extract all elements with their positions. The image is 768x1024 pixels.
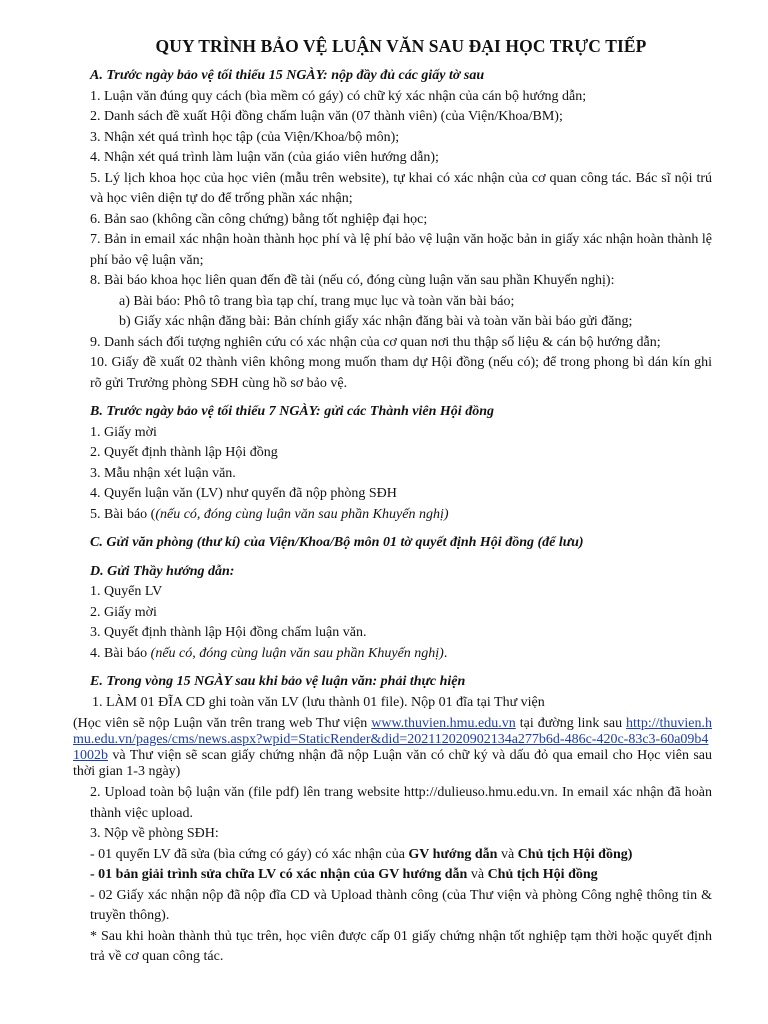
item-emphasis: Chủ tịch Hội đồng) <box>517 846 633 862</box>
list-item <box>90 505 712 526</box>
list-item: 2. Upload toàn bộ luận văn (file pdf) lên trang website http://dulieuso.hmu.edu.vn. In email xác nhận đã hoàn thành việc upload. <box>90 785 712 821</box>
sub-list-item <box>90 845 712 866</box>
list-item: 2. Giấy mời <box>90 604 157 620</box>
item-text: và <box>497 846 518 862</box>
library-website-link[interactable]: www.thuvien.hmu.edu.vn <box>371 716 516 731</box>
document-page <box>73 36 712 968</box>
item-note: (nếu có, đóng cùng luận văn sau phần Khuyến nghị) <box>150 645 444 661</box>
section-c-heading: C. Gửi văn phòng (thư kí) của Viện/Khoa/Bộ môn 01 tờ quyết định Hội đồng (để lưu) <box>90 535 584 550</box>
list-item: 1. Quyển LV <box>90 584 163 599</box>
list-item: 1. Luận văn đúng quy cách (bìa mềm có gáy) có chữ ký xác nhận của cán bộ hướng dẫn; <box>90 88 587 104</box>
list-item: 5. Lý lịch khoa học của học viên (mẫu trên website), tự khai có xác nhận của cơ quan công tác. Bác sĩ nội trú và học viên diện tự do để trống phần xác nhận; <box>90 170 712 206</box>
library-upload-link[interactable]: http://thuvien.hmu.edu.vn/pages/cms/news.aspx?wpid=StaticRender&did=202112020902134a277b6d-486c-420c-83c3-60a09b41002b <box>73 716 712 763</box>
section-d-heading: D. Gửi Thầy hướng dẫn: <box>90 563 235 579</box>
note-text: và Thư viện sẽ scan giấy chứng nhận đã nộp Luận văn có chữ ký và dấu đỏ qua email cho Học viên sau thời gian 1-3 ngày) <box>73 748 712 779</box>
list-item: 10. Giấy đề xuất 02 thành viên không mong muốn tham dự Hội đồng (nếu có); để trong phong bì dán kín ghi rõ gửi Trưởng phòng SĐH cùng hồ sơ bảo vệ. <box>90 355 712 391</box>
sub-list-item: a) Bài báo: Phô tô trang bìa tạp chí, trang mục lục và toàn văn bài báo; <box>119 293 515 309</box>
final-note: * Sau khi hoàn thành thủ tục trên, học viên được cấp 01 giấy chứng nhận tốt nghiệp tạm thời hoặc quyết định trả về cơ quan công tác. <box>90 928 712 964</box>
page-title: QUY TRÌNH BẢO VỆ LUẬN VĂN SAU ĐẠI HỌC TRỰC TIẾP <box>155 36 647 56</box>
list-item: 1. LÀM 01 ĐĨA CD ghi toàn văn LV (lưu thành 01 file). Nộp 01 đĩa tại Thư viện <box>92 694 545 710</box>
list-item: 3. Quyết định thành lập Hội đồng chấm luận văn. <box>90 625 367 640</box>
section-a-heading: A. Trước ngày bảo vệ tối thiểu 15 NGÀY: nộp đầy đủ các giấy tờ sau <box>90 68 485 83</box>
item-emphasis: - 01 bản giải trình sửa chữa LV có xác nhận của GV hướng dẫn <box>90 867 468 882</box>
section-e-heading: E. Trong vòng 15 NGÀY sau khi bảo vệ luận văn: phải thực hiện <box>90 674 466 689</box>
item-emphasis: GV hướng dẫn <box>408 846 498 862</box>
list-item: 7. Bản in email xác nhận hoàn thành học phí và lệ phí bảo vệ luận văn hoặc bản in giấy xác nhận hoàn thành lệ phí bảo vệ luận văn; <box>90 232 712 268</box>
list-item: 8. Bài báo khoa học liên quan đến đề tài (nếu có, đóng cùng luận văn sau phần Khuyến nghị): <box>90 273 615 288</box>
item-text: 4. Bài báo <box>90 645 151 661</box>
item-suffix: . <box>443 645 448 661</box>
note-text: tại đường link sau <box>515 716 627 731</box>
list-item: 3. Nộp về phòng SĐH: <box>90 826 219 841</box>
library-note <box>73 716 712 780</box>
item-text: - 01 quyển LV đã sửa (bìa cứng có gáy) có xác nhận của <box>90 846 409 862</box>
list-item: 9. Danh sách đối tượng nghiên cứu có xác nhận của cơ quan nơi thu thập số liệu & cán bộ hướng dẫn; <box>90 334 661 350</box>
sub-list-item: - 02 Giấy xác nhận nộp đã nộp đĩa CD và Upload thành công (của Thư viện và phòng Công nghệ thông tin & truyền thông). <box>90 887 712 923</box>
list-item: 6. Bản sao (không cần công chứng) bằng tốt nghiệp đại học; <box>90 211 428 227</box>
item-text: 5. Bài báo ( <box>90 506 156 522</box>
section-b-heading: B. Trước ngày bảo vệ tối thiểu 7 NGÀY: gửi các Thành viên Hội đồng <box>90 404 494 419</box>
list-item: 3. Nhận xét quá trình học tập (của Viện/Khoa/bộ môn); <box>90 129 400 145</box>
list-item: 2. Danh sách đề xuất Hội đồng chấm luận văn (07 thành viên) (của Viện/Khoa/BM); <box>90 109 563 124</box>
item-text: và <box>467 867 488 882</box>
note-text: (Học viên sẽ nộp Luận văn trên trang web Thư viện <box>73 716 368 731</box>
list-item <box>90 644 712 665</box>
sub-list-item: b) Giấy xác nhận đăng bài: Bản chính giấy xác nhận đăng bài và toàn văn bài báo gửi đăng; <box>119 314 633 329</box>
sub-list-item <box>90 865 712 886</box>
list-item: 4. Quyển luận văn (LV) như quyển đã nộp phòng SĐH <box>90 486 397 501</box>
list-item: 2. Quyết định thành lập Hội đồng <box>90 445 278 460</box>
list-item: 4. Nhận xét quá trình làm luận văn (của giáo viên hướng dẫn); <box>90 150 439 165</box>
list-item: 3. Mẫu nhận xét luận văn. <box>90 465 236 481</box>
list-item: 1. Giấy mời <box>90 424 157 440</box>
item-emphasis: Chủ tịch Hội đồng <box>487 867 598 882</box>
item-note: (nếu có, đóng cùng luận văn sau phần Khuyến nghị) <box>155 506 449 522</box>
